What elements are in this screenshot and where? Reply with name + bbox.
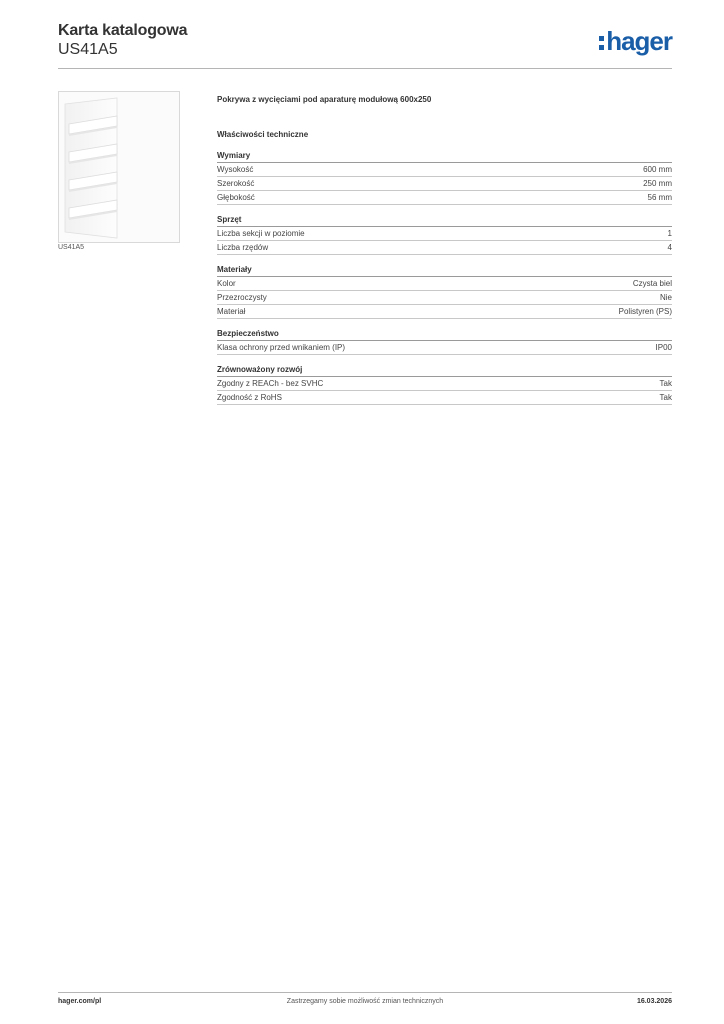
logo-text: hager — [606, 26, 672, 56]
property-value: Tak — [659, 393, 672, 402]
property-value: 600 mm — [643, 165, 672, 174]
logo-dots-icon — [599, 36, 604, 50]
property-value: 56 mm — [647, 193, 672, 202]
table-row — [217, 241, 672, 255]
footer-website-link[interactable]: hager.com/pl — [58, 998, 102, 1005]
property-label: Liczba rzędów — [217, 243, 269, 252]
property-value: Czysta biel — [632, 279, 672, 288]
footer-divider — [58, 992, 672, 993]
property-value: Polistyren (PS) — [618, 307, 672, 316]
section-materials — [217, 265, 672, 319]
product-image-caption: US41A5 — [58, 244, 85, 251]
table-row — [217, 391, 672, 405]
section-safety — [217, 329, 672, 355]
product-details — [217, 94, 672, 415]
property-value: 4 — [667, 243, 672, 252]
property-label: Przezroczysty — [217, 293, 267, 302]
property-value: 1 — [667, 229, 672, 238]
property-value: 250 mm — [643, 179, 672, 188]
property-label: Szerokość — [217, 179, 255, 188]
section-dimensions — [217, 151, 672, 205]
property-label: Wysokość — [217, 165, 254, 174]
table-row — [217, 341, 672, 355]
section-sustainability — [217, 365, 672, 405]
table-row — [217, 227, 672, 241]
product-code: US41A5 — [58, 41, 118, 58]
table-row — [217, 177, 672, 191]
property-value: Tak — [659, 379, 672, 388]
technical-properties-title: Właściwości techniczne — [217, 130, 309, 139]
property-label: Kolor — [217, 279, 236, 288]
section-title: Sprzęt — [217, 215, 672, 227]
header-divider — [58, 68, 672, 69]
property-value: Nie — [659, 293, 672, 302]
property-label: Zgodny z REACh - bez SVHC — [217, 379, 324, 388]
property-value: IP00 — [655, 343, 672, 352]
section-title: Wymiary — [217, 151, 672, 163]
document-footer — [58, 998, 672, 1010]
table-row — [217, 191, 672, 205]
section-title: Materiały — [217, 265, 672, 277]
table-row — [217, 377, 672, 391]
footer-disclaimer: Zastrzegamy sobie możliwość zmian technicznych — [286, 998, 444, 1005]
section-equipment — [217, 215, 672, 255]
product-image — [58, 91, 180, 243]
section-title: Bezpieczeństwo — [217, 329, 672, 341]
table-row — [217, 291, 672, 305]
property-label: Liczba sekcji w poziomie — [217, 229, 305, 238]
cover-panel-illustration — [59, 92, 179, 242]
hager-logo — [599, 28, 672, 54]
property-label: Materiał — [217, 307, 246, 316]
document-title: Karta katalogowa — [58, 22, 188, 39]
section-title: Zrównoważony rozwój — [217, 365, 672, 377]
property-label: Głębokość — [217, 193, 255, 202]
footer-date: 16.03.2026 — [636, 998, 672, 1005]
table-row — [217, 305, 672, 319]
document-header — [58, 20, 672, 70]
table-row — [217, 277, 672, 291]
property-label: Zgodność z RoHS — [217, 393, 282, 402]
product-description: Pokrywa z wycięciami pod aparaturę modułową 600x250 — [217, 95, 432, 104]
table-row — [217, 163, 672, 177]
property-label: Klasa ochrony przed wnikaniem (IP) — [217, 343, 346, 352]
